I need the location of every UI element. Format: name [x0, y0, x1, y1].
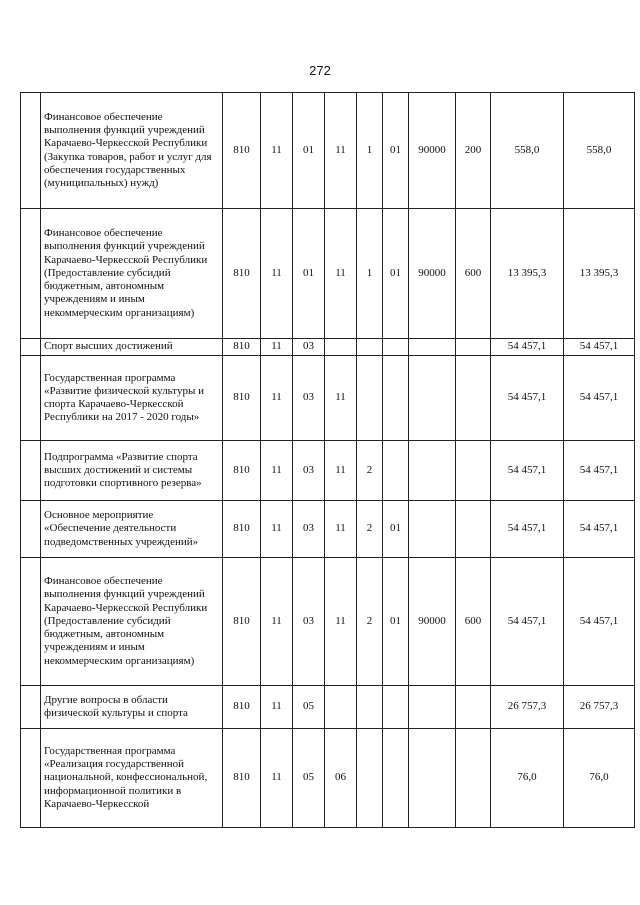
row-number-cell: [21, 729, 41, 828]
prog-cell: 11: [325, 441, 357, 501]
pr-cell: 03: [293, 356, 325, 441]
ved-cell: 810: [223, 356, 261, 441]
sum2-cell: 54 457,1: [564, 441, 635, 501]
pr-cell: 03: [293, 501, 325, 558]
sub-cell: 2: [357, 558, 383, 686]
item-name-cell: Финансовое обеспечение выполнения функций учреждений Карачаево-Черкесской Республики (Предоставление субсидий бюджетным, автономным учреждениям и иным некоммерческим организациям): [41, 558, 223, 686]
sub-cell: [357, 356, 383, 441]
dir-cell: [409, 441, 456, 501]
rz-cell: 11: [261, 441, 293, 501]
om-cell: [383, 339, 409, 356]
sum1-cell: 558,0: [491, 93, 564, 209]
sum2-cell: 76,0: [564, 729, 635, 828]
prog-cell: [325, 339, 357, 356]
prog-cell: 11: [325, 209, 357, 339]
sum2-cell: 26 757,3: [564, 686, 635, 729]
row-number-cell: [21, 441, 41, 501]
prog-cell: 11: [325, 558, 357, 686]
prog-cell: 11: [325, 356, 357, 441]
ved-cell: 810: [223, 501, 261, 558]
ved-cell: 810: [223, 558, 261, 686]
vr-cell: [456, 501, 491, 558]
table-row: [21, 729, 635, 828]
sum2-cell: 54 457,1: [564, 339, 635, 356]
dir-cell: [409, 339, 456, 356]
om-cell: 01: [383, 209, 409, 339]
sub-cell: [357, 339, 383, 356]
ved-cell: 810: [223, 93, 261, 209]
sum1-cell: 54 457,1: [491, 356, 564, 441]
item-name-cell: Государственная программа «Реализация государственной национальной, конфессиональной, информационной политики в Карачаево-Черкесской: [41, 729, 223, 828]
rz-cell: 11: [261, 356, 293, 441]
pr-cell: 03: [293, 441, 325, 501]
ved-cell: 810: [223, 729, 261, 828]
dir-cell: [409, 501, 456, 558]
sum2-cell: 13 395,3: [564, 209, 635, 339]
om-cell: 01: [383, 558, 409, 686]
item-name-cell: Спорт высших достижений: [41, 339, 223, 356]
rz-cell: 11: [261, 209, 293, 339]
sum2-cell: 54 457,1: [564, 501, 635, 558]
item-name-cell: Другие вопросы в области физической культуры и спорта: [41, 686, 223, 729]
om-cell: [383, 729, 409, 828]
sub-cell: 2: [357, 501, 383, 558]
rz-cell: 11: [261, 729, 293, 828]
vr-cell: [456, 729, 491, 828]
pr-cell: 05: [293, 686, 325, 729]
dir-cell: 90000: [409, 209, 456, 339]
pr-cell: 01: [293, 93, 325, 209]
sum1-cell: 54 457,1: [491, 339, 564, 356]
item-name-cell: Государственная программа «Развитие физической культуры и спорта Карачаево-Черкесской Республики на 2017 - 2020 годы»: [41, 356, 223, 441]
rz-cell: 11: [261, 558, 293, 686]
sum1-cell: 54 457,1: [491, 558, 564, 686]
row-number-cell: [21, 356, 41, 441]
ved-cell: 810: [223, 686, 261, 729]
table-row: [21, 209, 635, 339]
vr-cell: [456, 686, 491, 729]
dir-cell: 90000: [409, 93, 456, 209]
row-number-cell: [21, 501, 41, 558]
sub-cell: [357, 686, 383, 729]
om-cell: [383, 441, 409, 501]
pr-cell: 05: [293, 729, 325, 828]
dir-cell: 90000: [409, 558, 456, 686]
pr-cell: 03: [293, 558, 325, 686]
item-name-cell: Финансовое обеспечение выполнения функций учреждений Карачаево-Черкесской Республики (Предоставление субсидий бюджетным, автономным учреждениям и иным некоммерческим организациям): [41, 209, 223, 339]
item-name-cell: Подпрограмма «Развитие спорта высших достижений и системы подготовки спортивного резерва»: [41, 441, 223, 501]
ved-cell: 810: [223, 339, 261, 356]
sum2-cell: 54 457,1: [564, 356, 635, 441]
rz-cell: 11: [261, 93, 293, 209]
pr-cell: 03: [293, 339, 325, 356]
sum1-cell: 26 757,3: [491, 686, 564, 729]
prog-cell: 06: [325, 729, 357, 828]
vr-cell: 200: [456, 93, 491, 209]
sum2-cell: 558,0: [564, 93, 635, 209]
sum1-cell: 76,0: [491, 729, 564, 828]
table-row: [21, 501, 635, 558]
prog-cell: 11: [325, 93, 357, 209]
row-number-cell: [21, 686, 41, 729]
rz-cell: 11: [261, 339, 293, 356]
ved-cell: 810: [223, 209, 261, 339]
sum2-cell: 54 457,1: [564, 558, 635, 686]
item-name-cell: Основное мероприятие «Обеспечение деятельности подведомственных учреждений»: [41, 501, 223, 558]
pr-cell: 01: [293, 209, 325, 339]
dir-cell: [409, 356, 456, 441]
vr-cell: 600: [456, 209, 491, 339]
rz-cell: 11: [261, 501, 293, 558]
om-cell: [383, 686, 409, 729]
sub-cell: 1: [357, 209, 383, 339]
om-cell: 01: [383, 93, 409, 209]
om-cell: [383, 356, 409, 441]
sub-cell: 2: [357, 441, 383, 501]
table-body: [21, 93, 635, 828]
table-row: [21, 93, 635, 209]
om-cell: 01: [383, 501, 409, 558]
prog-cell: 11: [325, 501, 357, 558]
table-row: [21, 686, 635, 729]
ved-cell: 810: [223, 441, 261, 501]
sum1-cell: 54 457,1: [491, 441, 564, 501]
vr-cell: [456, 441, 491, 501]
item-name-cell: Финансовое обеспечение выполнения функций учреждений Карачаево-Черкесской Республики (Закупка товаров, работ и услуг для обеспечения государственных (муниципальных) нужд): [41, 93, 223, 209]
budget-table: [20, 92, 635, 828]
vr-cell: 600: [456, 558, 491, 686]
row-number-cell: [21, 93, 41, 209]
sub-cell: 1: [357, 93, 383, 209]
row-number-cell: [21, 209, 41, 339]
row-number-cell: [21, 558, 41, 686]
sum1-cell: 54 457,1: [491, 501, 564, 558]
prog-cell: [325, 686, 357, 729]
table-row: [21, 441, 635, 501]
table-row: [21, 339, 635, 356]
row-number-cell: [21, 339, 41, 356]
page-number: 272: [309, 63, 331, 78]
table-row: [21, 558, 635, 686]
dir-cell: [409, 686, 456, 729]
sub-cell: [357, 729, 383, 828]
dir-cell: [409, 729, 456, 828]
vr-cell: [456, 339, 491, 356]
sum1-cell: 13 395,3: [491, 209, 564, 339]
rz-cell: 11: [261, 686, 293, 729]
vr-cell: [456, 356, 491, 441]
table-row: [21, 356, 635, 441]
